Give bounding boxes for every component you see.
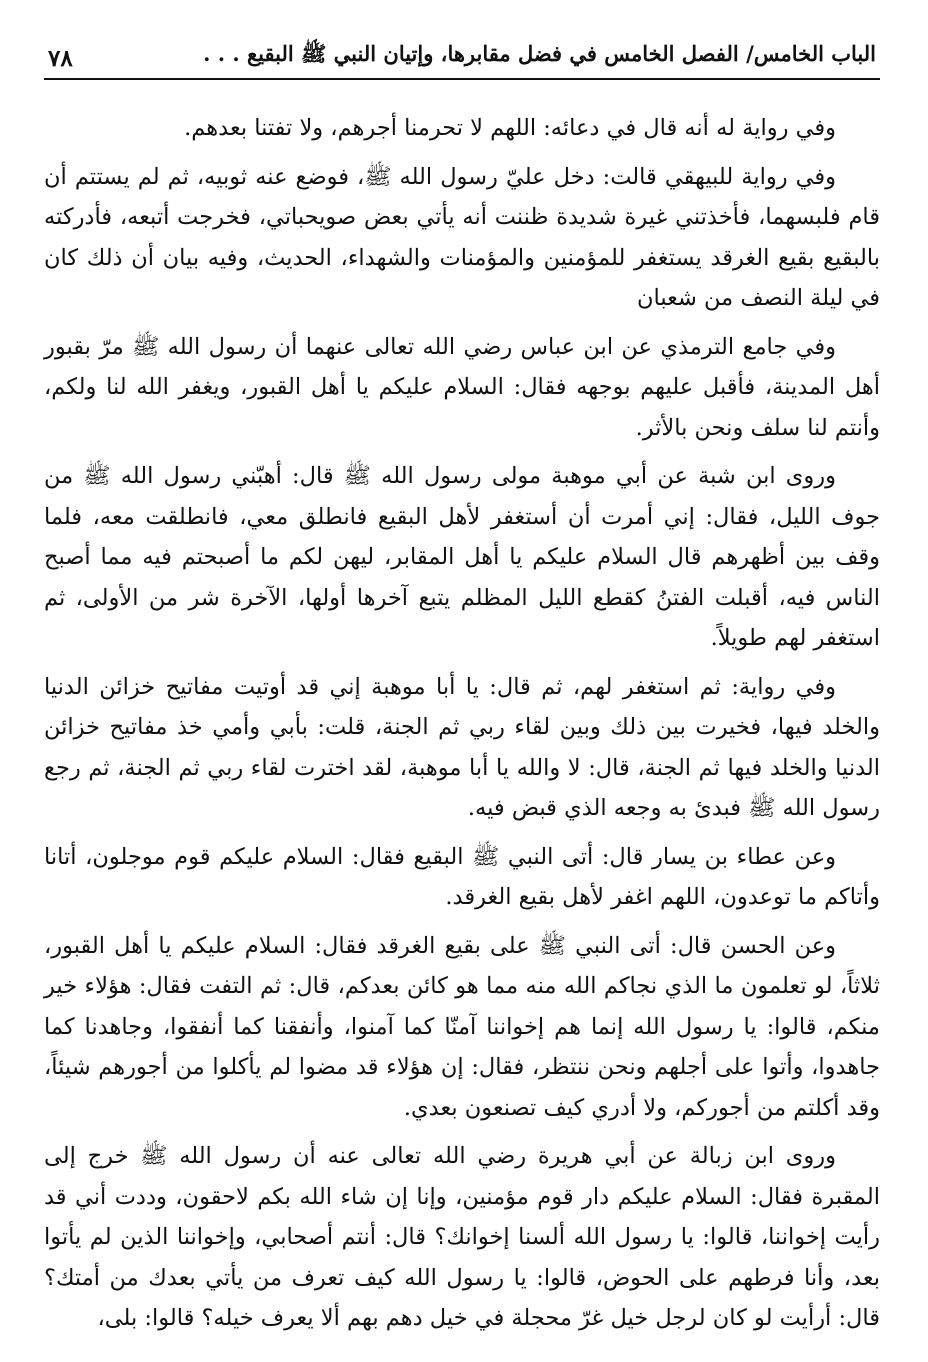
paragraph: وفي رواية للبيهقي قالت: دخل عليّ رسول الله ﷺ، فوضع عنه ثوبيه، ثم لم يستتم أن قام فلبسهما، فأخذتني غيرة شديدة ظننت أنه يأتي بعض صويحباتي، فخرجت أتبعه، فأدركته بالبقيع بقيع الغرقد يستغفر للمؤمنين والمؤمنات والشهداء، الحديث، وفيه بيان أن ذلك كان في ليلة النصف من شعبان xyxy=(44,163,880,311)
page-number: ٧٨ xyxy=(48,45,73,72)
paragraph: وروى ابن زبالة عن أبي هريرة رضي الله تعالى عنه أن رسول الله ﷺ خرج إلى المقبرة فقال: السلام عليكم دار قوم مؤمنين، وإنا إن شاء الله بكم لاحقون، وددت أني قد رأيت إخواننا، قالوا: يا رسول الله ألسنا إخوانك؟ قال: أنتم أصحابي، وإخواننا الذين لم يأتوا بعد، وأنا فرطهم على الحوض، قالوا: يا رسول الله كيف تعرف من يأتي بعدك من أمتك؟ قال: أرأيت لو كان لرجل خيل غرّ محجلة في خيل دهم بهم ألا يعرف خيله؟ قالوا: بلى، xyxy=(44,1143,880,1331)
book-page xyxy=(44,40,880,1330)
paragraph: وعن عطاء بن يسار قال: أتى النبي ﷺ البقيع فقال: السلام عليكم قوم موجلون، أتانا وأتاكم ما توعدون، اللهم اغفر لأهل بقيع الغرقد. xyxy=(44,843,880,910)
paragraph: وفي رواية له أنه قال في دعائه: اللهم لا تحرمنا أجرهم، ولا تفتنا بعدهم. xyxy=(184,115,836,141)
paragraph: وعن الحسن قال: أتى النبي ﷺ على بقيع الغرقد فقال: السلام عليكم يا أهل القبور، ثلاثاً، لو تعلمون ما الذي نجاكم الله منه مما هو كائن بعدكم، قال: ثم التفت فقال: هؤلاء خير منكم، قالوا: يا رسول الله إنما هم إخواننا آمنّا كما آمنوا، وأنفقنا كما أنفقوا، وجاهدنا كما جاهدوا، وأتوا على أجلهم ونحن ننتظر، فقال: إن هؤلاء قد مضوا لم يأكلوا من أجورهم شيئاً، وقد أكلتم من أجوركم، ولا أدري كيف تصنعون بعدي. xyxy=(44,932,880,1121)
paragraph: وروى ابن شبة عن أبي موهبة مولى رسول الله ﷺ قال: أهبّني رسول الله ﷺ من جوف الليل، فقال: إني أمرت أن أستغفر لأهل البقيع فانطلق معي، فانطلقت معه، فلما وقف بين أظهرهم قال السلام عليكم يا أهل المقابر، ليهن لكم ما أصبحتم فيه مما أصبح الناس فيه، أقبلت الفتنُ كقطع الليل المظلم يتبع آخرها أولها، الآخرة شر من الأولى، ثم استغفر لهم طويلاً. xyxy=(44,463,880,651)
paragraph: وفي رواية: ثم استغفر لهم، ثم قال: يا أبا موهبة إني قد أوتيت مفاتيح خزائن الدنيا والخلد فيها، فخيرت بين ذلك وبين لقاء ربي ثم الجنة، قلت: بأبي وأمي خذ مفاتيح خزائن الدنيا والخلد فيها ثم الجنة، قال: لا والله يا أبا موهبة، لقد اخترت لقاء ربي ثم الجنة، ثم رجع رسول الله ﷺ فبدئ به وجعه الذي قبض فيه. xyxy=(44,673,880,821)
running-title: الباب الخامس/ الفصل الخامس في فضل مقابرها، وإتيان النبي ﷺ البقيع . . . xyxy=(203,41,876,66)
page-header xyxy=(44,40,880,80)
body-text xyxy=(44,108,880,1339)
paragraph: وفي جامع الترمذي عن ابن عباس رضي الله تعالى عنهما أن رسول الله ﷺ مرّ بقبور أهل المدينة، فأقبل عليهم بوجهه فقال: السلام عليكم يا أهل القبور، ويغفر الله لنا ولكم، وأنتم لنا سلف ونحن بالأثر. xyxy=(44,333,880,441)
